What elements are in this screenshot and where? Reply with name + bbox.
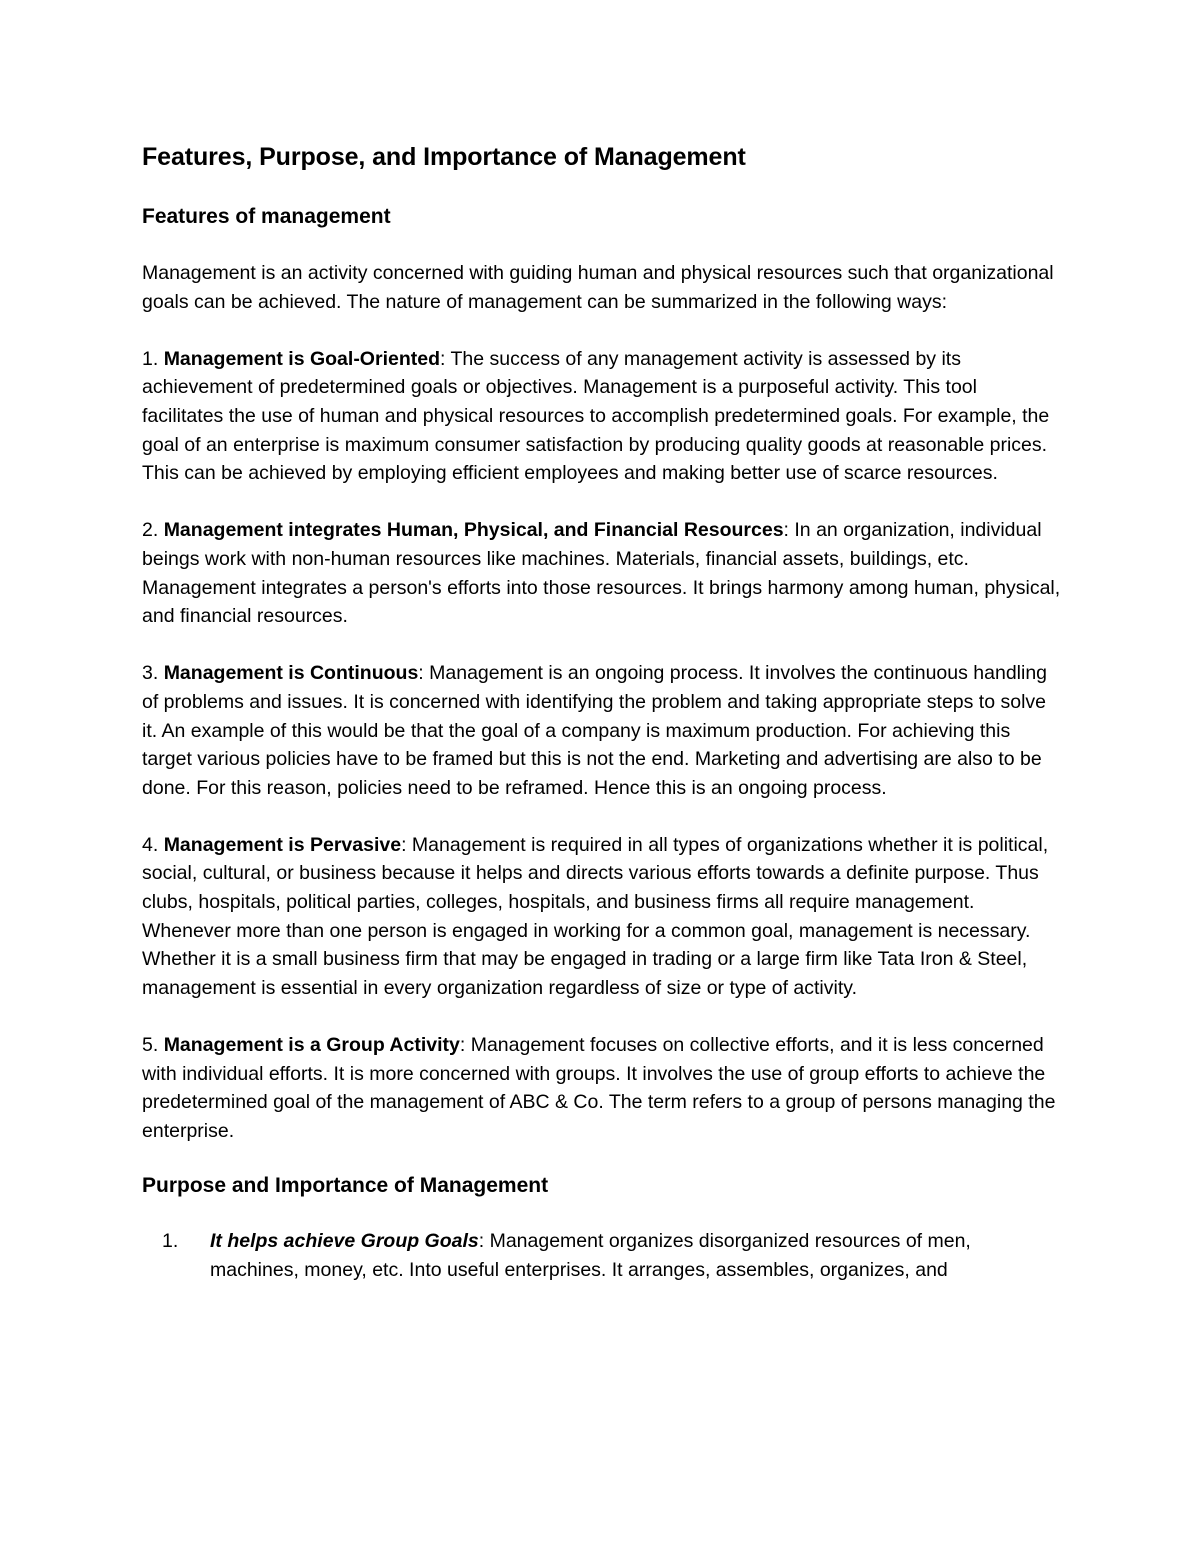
- feature-term: Management is Goal-Oriented: [163, 347, 440, 370]
- purpose-term: It helps achieve Group Goals: [210, 1230, 479, 1253]
- feature-item: [142, 516, 1062, 630]
- document-page: [142, 138, 1062, 1285]
- feature-number: 3.: [142, 662, 159, 685]
- feature-text: : Management is an ongoing process. It involves the continuous handling of problems and issues. It is concerned with identifying the problem and taking appropriate steps to solve it. An example of this would be that the goal of a company is maximum production. For achieving this target various policies have to be framed but this is not the end. Marketing and advertising are also to be done. For this reason, policies need to be reframed. Hence this is an ongoing process.: [142, 662, 1048, 799]
- feature-text: : Management is required in all types of organizations whether it is political, social, cultural, or business because it helps and directs various efforts towards a definite purpose. Thus clubs, hospitals, political parties, colleges, hospitals, and business firms all require management. Whenever more than one person is engaged in working for a common goal, management is necessary. Whether it is a small business firm that may be engaged in trading or a large firm like Tata Iron & Steel, management is essential in every organization regardless of size or type of activity.: [142, 833, 1049, 999]
- feature-item: [142, 1031, 1062, 1145]
- feature-text: : In an organization, individual beings work with non-human resources like machines. Materials, financial assets, buildings, etc. Management integrates a person's efforts into those resources. It brings harmony among human, physical, and financial resources.: [142, 519, 1061, 628]
- feature-text: : Management focuses on collective efforts, and it is less concerned with individual efforts. It is more concerned with groups. It involves the use of group efforts to achieve the predetermined goal of the management of ABC & Co. The term refers to a group of persons managing the enterprise.: [142, 1034, 1056, 1142]
- features-heading: Features of management: [142, 205, 391, 228]
- feature-number: 2.: [142, 519, 159, 542]
- feature-term: Management integrates Human, Physical, and Financial Resources: [163, 519, 784, 542]
- feature-term: Management is Pervasive: [163, 833, 402, 856]
- purpose-heading: Purpose and Importance of Management: [142, 1174, 549, 1198]
- feature-term: Management is a Group Activity: [163, 1034, 460, 1057]
- purpose-list: [142, 1227, 1062, 1284]
- feature-term: Management is Continuous: [163, 662, 419, 685]
- intro-paragraph: Management is an activity concerned with guiding human and physical resources such that organizational goals can be achieved. The nature of management can be summarized in the following ways:: [142, 262, 1054, 313]
- purpose-item: [142, 1227, 1062, 1284]
- feature-number: 4.: [142, 833, 159, 856]
- purpose-text: : Management organizes disorganized resources of men, machines, money, etc. Into useful enterprises. It arranges, assembles, organizes, and: [210, 1230, 971, 1281]
- feature-number: 5.: [142, 1034, 159, 1057]
- document-title: Features, Purpose, and Importance of Management: [142, 143, 746, 171]
- feature-number: 1.: [142, 347, 159, 370]
- feature-item: [142, 345, 1062, 488]
- purpose-number: 1.: [162, 1230, 179, 1253]
- feature-item: [142, 659, 1062, 802]
- feature-text: : The success of any management activity is assessed by its achievement of predetermined goals or objectives. Management is a purposeful activity. This tool facilitates the use of human and physical resources to accomplish predetermined goals. For example, the goal of an enterprise is maximum consumer satisfaction by producing quality goods at reasonable prices. This can be achieved by employing efficient employees and making better use of scarce resources.: [142, 347, 1050, 485]
- feature-item: [142, 831, 1062, 1003]
